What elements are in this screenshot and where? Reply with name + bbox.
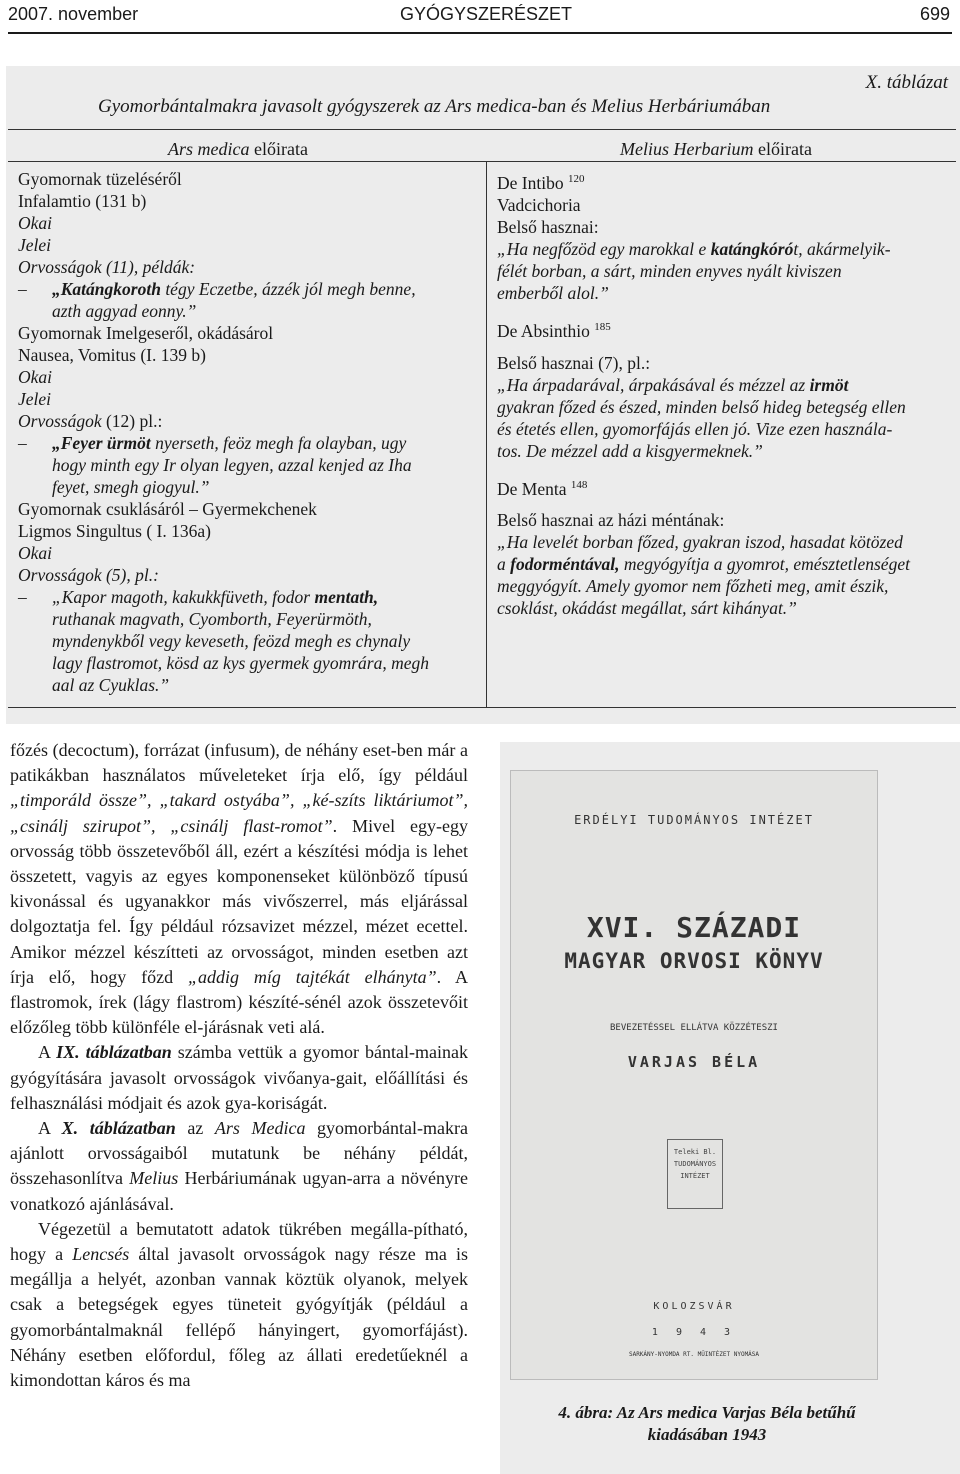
table-bottom-rule [8,707,956,708]
cover-subtitle: BEVEZETÉSSEL ELLÁTVA KÖZZÉTESZI [610,1023,778,1033]
usage-quote-cont: emberből alol.” [497,282,609,303]
paragraph: Végezetül a bemutatott adatok tükrében megálla-pítható, hogy a Lencsés által javasolt orvosságok nagy része ma is megállja a helyét, azonban vannak köztük olyanok, melyek csak a betegségek egyes tüneteit gyógyítják (például a gyomorbántalmaknál fellépő hányingert, gyomorfájást). Néhány esetben előfordul, főleg az állati eredetűeknél a kimondottan káros és ma [10,1218,468,1391]
usage-label: Belső hasznai (7), pl.: [497,352,651,373]
cover-year: 1 9 4 3 [651,1327,737,1338]
header-date: 2007. november [8,4,139,24]
paragraph: A IX. táblázatban számba vettük a gyomor bántal-mainak gyógyítására javasolt orvosságok vivőanya-gait, előállítási és felhasználási módjait és azok gya-koriságát. [10,1042,468,1113]
table-top-rule [8,129,956,130]
recipe-quote-cont: azth aggyad eonny.” [52,301,197,321]
label-orvossagok: Orvosságok (12) pl.: [18,411,163,431]
library-stamp: Teleki Bl. TUDOMÁNYOS INTÉZET [667,1139,723,1209]
label-okai: Okai [18,367,53,387]
recipe-quote: – „Katángkoroth tégy Eczetbe, ázzék jól megh benne, [52,279,416,299]
left-column-header: Ars medica előirata [168,139,308,159]
header-page-number: 699 [919,4,950,24]
recipe-quote-cont: feyet, smegh giogyul.” [52,477,210,497]
recipe-quote-cont: lagy flastromot, kösd az kys gyermek gyomrára, megh [52,653,429,673]
cover-printer: SARKÁNY-NYOMDA RT. MŰINTÉZET NYOMÁSA [628,1351,760,1358]
recipe-quote-cont: hogy minth egy Ir olyan legyen, azzal kenjed az Iha [52,455,412,475]
recipe-quote: – „Kapor magoth, kakukkfüveth, fodor mentath, [52,587,378,607]
header-journal: GYÓGYSZERÉSZET [400,4,573,24]
entry-title: De Intibo $^{120}$ [497,172,585,193]
entry-title: De Absinthio $^{185}$ [497,320,611,341]
table-column-divider [486,161,487,707]
label-okai: Okai [18,543,53,563]
paragraph: főzés (decoctum), forrázat (infusum), de néhány eset-ben már a patikákban használatos műveleteket írja elő, így például „timporáld össze”, „takard ostyába”, „ké-szíts liktáriumot”, „csinálj szirupot”, „csinálj flast-romot”. Mivel egy-egy orvosság több összetevőből áll, ezért a készítési módja is lehet összetett, vagyis az egyes komponenseket különböző típusú kivonással és ugyanakkor más vivőszerrel, más eljárással dolgoztatja fel. Így például rózsavizet mézzel, mézet ecettel. Amikor mézzel készítteti az orvosságot, minden esetben azt írja elő, hogy főzd „addig míg tajtékát elhányta”. A flastromok, írek (lágy flastrom) készíté-sénél azok összetevőit előzőleg több különféle el-járásnak veti alá. [10,740,468,1038]
usage-quote-cont: a fodorméntával, megyógyítja a gyomrot, emésztetlenséget [497,554,910,575]
latin-term: Vadcichoria [497,194,581,215]
figure-caption: 4. ábra: Az Ars medica Varjas Béla betűhű kiadásában 1943 [558,1403,856,1444]
recipe-quote-cont: myndenykből vegy keveseth, feözd megh es chynaly [52,631,411,651]
header-rule [8,32,952,34]
section-title: Gyomornak csuklásáról – Gyermekchenek [18,499,317,519]
section-title: Gyomornak tüzeléséről [18,169,182,189]
label-jelei: Jelei [18,235,52,255]
cover-institute: ERDÉLYI TUDOMÁNYOS INTÉZET [574,813,814,827]
usage-label: Belső hasznai az házi méntának: [497,510,725,531]
ars-medica-column [18,168,480,696]
usage-quote: „Ha negfőzöd egy marokkal e katángkórót, akármelyik- [497,238,891,259]
usage-quote-cont: gyakran főzed és észed, minden belső hideg betegség ellen [497,396,906,417]
latin-term: Nausea, Vomitus (I. 139 b) [18,345,206,365]
table-number: X. táblázat [865,72,948,93]
table-title: Gyomorbántalmakra javasolt gyógyszerek az Ars medica-ban és Melius Herbáriumában [98,96,771,117]
cover-city: KOLOZSVÁR [653,1301,735,1312]
melius-column [497,168,957,619]
entry-title: De Menta $^{148}$ [497,478,588,499]
usage-quote-cont: tos. De mézzel add a kisgyermeknek.” [497,440,763,461]
section-title: Gyomornak Imelgeseről, okádásárol [18,323,274,343]
book-cover-image [510,770,878,1380]
cover-title-line1: XVI. SZÁZADI [586,911,802,944]
latin-term: Ligmos Singultus ( I. 136a) [18,521,211,541]
table-header-rule [8,161,956,162]
usage-quote-cont: félét borban, a sárt, minden enyves nyált kiviszen [497,260,842,281]
usage-label: Belső hasznai: [497,216,599,237]
latin-term: Infalamtio (131 b) [18,191,147,211]
recipe-quote-cont: ruthanak magvath, Cyomborth, Feyerürmöth, [52,609,372,629]
running-header [0,0,960,32]
usage-quote-cont: és étetés ellen, gyomorfájás ellen jó. Vize ezen használa- [497,418,893,439]
right-column-header: Melius Herbarium előirata [620,139,812,159]
label-jelei: Jelei [18,389,52,409]
label-orvossagok: Orvosságok (11), példák: [18,257,196,277]
usage-quote-cont: csoklást, okádást megállat, sárt kihányat.” [497,598,797,619]
label-orvossagok: Orvosságok (5), pl.: [18,565,159,585]
usage-quote-cont: meggyógyít. Amely gyomor nem főzheti meg, amit észik, [497,576,889,597]
paragraph: A X. táblázatban az Ars Medica gyomorbántal-makra ajánlott orvosságaiból mutatunk be néhány példát, összehasonlítva Melius Herbáriumának ugyan-arra a növényre vonatkozó ajánlásával. [10,1118,469,1214]
recipe-quote-cont: aal az Cyuklas.” [52,675,170,695]
body-text [10,738,468,1393]
usage-quote: „Ha árpadarával, árpakásával és mézzel az irmöt [497,374,849,395]
cover-author: VARJAS BÉLA [627,1053,761,1071]
recipe-quote: – „Feyer ürmöt nyerseth, feöz megh fa olayban, ugy [52,433,406,453]
usage-quote: „Ha levelét borban főzed, gyakran iszod, hasadat kötözed [497,532,903,553]
label-okai: Okai [18,213,53,233]
cover-title-line2: MAGYAR ORVOSI KÖNYV [564,949,824,973]
